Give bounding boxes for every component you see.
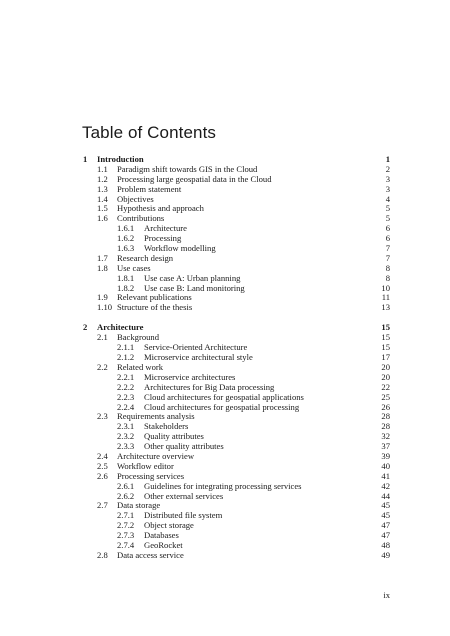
toc-entry-page: 37 (381, 441, 390, 452)
toc-entry-number: 2.7 (97, 500, 108, 511)
toc-entry-title: Workflow modelling (144, 243, 216, 254)
toc-entry-page: 45 (381, 510, 390, 521)
toc-entry-number: 2.7.2 (117, 520, 135, 531)
toc-entry-number: 2.1.2 (117, 352, 135, 363)
toc-entry-title: Cloud architectures for geospatial applications (144, 391, 304, 402)
toc-entry-title: Contributions (117, 213, 165, 224)
toc-entry-page: 15 (381, 342, 390, 353)
toc-entry-title: Introduction (97, 154, 144, 164)
toc-entry-title: Data access service (117, 549, 184, 560)
toc-entry-title: Processing large geospatial data in the Cloud (117, 173, 272, 184)
toc-entry-page: 39 (381, 451, 390, 462)
toc-entry-title: Processing (144, 233, 182, 244)
toc-entry-page: 47 (381, 530, 390, 541)
toc-entry-number: 1.6 (97, 213, 108, 224)
toc-entry-title: Architecture overview (117, 451, 195, 462)
toc-entry-title: GeoRocket (144, 540, 183, 551)
toc-entry-page: 11 (381, 292, 390, 303)
toc-entry-number: 2.3 (97, 411, 108, 422)
toc-entry-title: Quality attributes (144, 431, 204, 442)
toc-entry-number: 1.3 (97, 183, 108, 194)
toc-entry-number: 1.1 (97, 163, 108, 174)
toc-entry-title: Other external services (144, 490, 224, 501)
toc-entry-page: 32 (381, 431, 390, 442)
toc-entry-number: 2 (83, 322, 88, 333)
toc-entry-number: 2.2.3 (117, 391, 135, 402)
toc-entry-number: 1.10 (97, 302, 113, 313)
toc-entry-page: 13 (381, 302, 390, 313)
toc-entry-number: 2.3.3 (117, 441, 135, 452)
toc-entry-title: Service-Oriented Architecture (144, 342, 248, 353)
toc-entry-page: 28 (381, 421, 390, 432)
toc-entry-title: Background (117, 332, 160, 343)
toc-entry-page: 40 (381, 460, 390, 471)
toc-entry-page: 5 (385, 203, 390, 214)
toc-entry-title: Research design (117, 252, 174, 263)
toc-entry-number: 2.1 (97, 332, 108, 343)
page-title: Table of Contents (82, 123, 217, 143)
toc-entry-title: Microservice architectural style (144, 352, 253, 363)
toc-entry-number: 1.7 (97, 252, 108, 263)
toc-entry-page: 8 (385, 272, 390, 283)
toc-entry-number: 1.6.2 (117, 233, 135, 244)
toc-entry-number: 1.2 (97, 173, 108, 184)
toc-entry-page: 2 (385, 163, 390, 174)
toc-entry-page: 41 (381, 470, 390, 481)
toc-entry-page: 6 (385, 233, 390, 244)
toc-entry-title: Use case B: Land monitoring (144, 282, 245, 293)
toc-entry-title: Use cases (117, 262, 151, 273)
toc-entry-number: 2.2.2 (117, 381, 135, 392)
toc-entry-title: Microservice architectures (144, 371, 236, 382)
toc-entry-number: 1 (83, 154, 88, 164)
toc-entry-page: 6 (385, 223, 390, 234)
toc-entry-title: Guidelines for integrating processing services (144, 480, 302, 491)
toc-entry-title: Stakeholders (144, 421, 189, 432)
toc-entry-number: 2.8 (97, 549, 108, 560)
toc-entry-number: 2.7.1 (117, 510, 135, 521)
toc-entry-page: 7 (385, 243, 390, 254)
toc-entry-page: 15 (381, 322, 390, 333)
toc-entry-page: 17 (381, 352, 390, 363)
toc-entry-page: 3 (385, 173, 390, 184)
toc-entry-page: 4 (385, 193, 390, 204)
toc-entry-number: 1.8 (97, 262, 108, 273)
toc-entry-number: 2.1.1 (117, 342, 135, 353)
toc-entry-number: 2.6.1 (117, 480, 135, 491)
toc-entry-page: 20 (381, 371, 390, 382)
toc-entry-title: Cloud architectures for geospatial processing (144, 401, 300, 412)
page-number: ix (383, 590, 390, 600)
toc-entry-number: 2.2.1 (117, 371, 135, 382)
toc-entry-page: 5 (385, 213, 390, 224)
toc-entry-title: Databases (144, 530, 179, 541)
toc-entry-title: Data storage (117, 500, 161, 511)
toc-entry-page: 47 (381, 520, 390, 531)
toc-entry-number: 1.4 (97, 193, 108, 204)
toc-entry-page: 42 (381, 480, 390, 491)
toc-entry-number: 2.3.2 (117, 431, 135, 442)
toc-entry-page: 44 (381, 490, 390, 501)
toc-entry-title: Distributed file system (144, 510, 223, 521)
toc-entry-page: 26 (381, 401, 390, 412)
toc-entry-number: 1.6.1 (117, 223, 135, 234)
toc-entry-page: 3 (385, 183, 390, 194)
toc-entry-number: 2.7.3 (117, 530, 135, 541)
toc-entry-title: Relevant publications (117, 292, 192, 303)
toc-entry-page: 45 (381, 500, 390, 511)
toc-entry-title: Related work (117, 362, 164, 372)
toc-entry-title: Architectures for Big Data processing (144, 381, 275, 392)
toc-entry-page: 1 (385, 154, 390, 164)
toc-entry-number: 1.9 (97, 292, 108, 303)
toc-entry-page: 7 (385, 252, 390, 263)
toc-entry-page: 49 (381, 549, 390, 560)
toc-entry-number: 1.5 (97, 203, 108, 214)
toc-entry-number: 2.6 (97, 470, 108, 481)
toc-entry-page: 28 (381, 411, 390, 422)
toc-section-entry[interactable] (82, 303, 390, 313)
toc-entry-number: 2.3.1 (117, 421, 135, 432)
toc-entry-title: Workflow editor (117, 460, 174, 471)
toc-entry-number: 1.8.1 (117, 272, 135, 283)
table-of-contents (82, 155, 390, 561)
toc-entry-page: 10 (381, 282, 390, 293)
toc-entry-title: Problem statement (117, 183, 182, 194)
toc-entry-title: Other quality attributes (144, 441, 224, 452)
toc-entry-number: 2.6.2 (117, 490, 135, 501)
toc-entry-title: Architecture (97, 322, 144, 333)
toc-entry-page: 22 (381, 381, 390, 392)
toc-entry-page: 25 (381, 391, 390, 402)
toc-entry-title: Structure of the thesis (117, 302, 193, 313)
toc-entry-page: 8 (385, 262, 390, 273)
toc-entry-number: 2.7.4 (117, 540, 135, 551)
toc-entry-number: 1.8.2 (117, 282, 135, 293)
toc-entry-page: 15 (381, 332, 390, 343)
toc-entry-number: 2.2.4 (117, 401, 135, 412)
toc-entry-title: Requirements analysis (117, 411, 195, 422)
toc-entry-number: 2.2 (97, 362, 108, 372)
toc-entry-title: Object storage (144, 520, 194, 531)
toc-entry-title: Architecture (144, 223, 187, 234)
toc-entry-title: Objectives (117, 193, 154, 204)
toc-entry-number: 1.6.3 (117, 243, 135, 254)
toc-entry-number: 2.4 (97, 451, 108, 462)
toc-section-entry[interactable] (82, 551, 390, 561)
toc-entry-title: Processing services (117, 470, 185, 481)
toc-entry-number: 2.5 (97, 460, 108, 471)
toc-entry-page: 48 (381, 540, 390, 551)
toc-entry-title: Hypothesis and approach (117, 203, 204, 214)
toc-entry-title: Use case A: Urban planning (144, 272, 241, 283)
toc-entry-page: 20 (381, 362, 390, 372)
toc-entry-title: Paradigm shift towards GIS in the Cloud (117, 163, 258, 174)
